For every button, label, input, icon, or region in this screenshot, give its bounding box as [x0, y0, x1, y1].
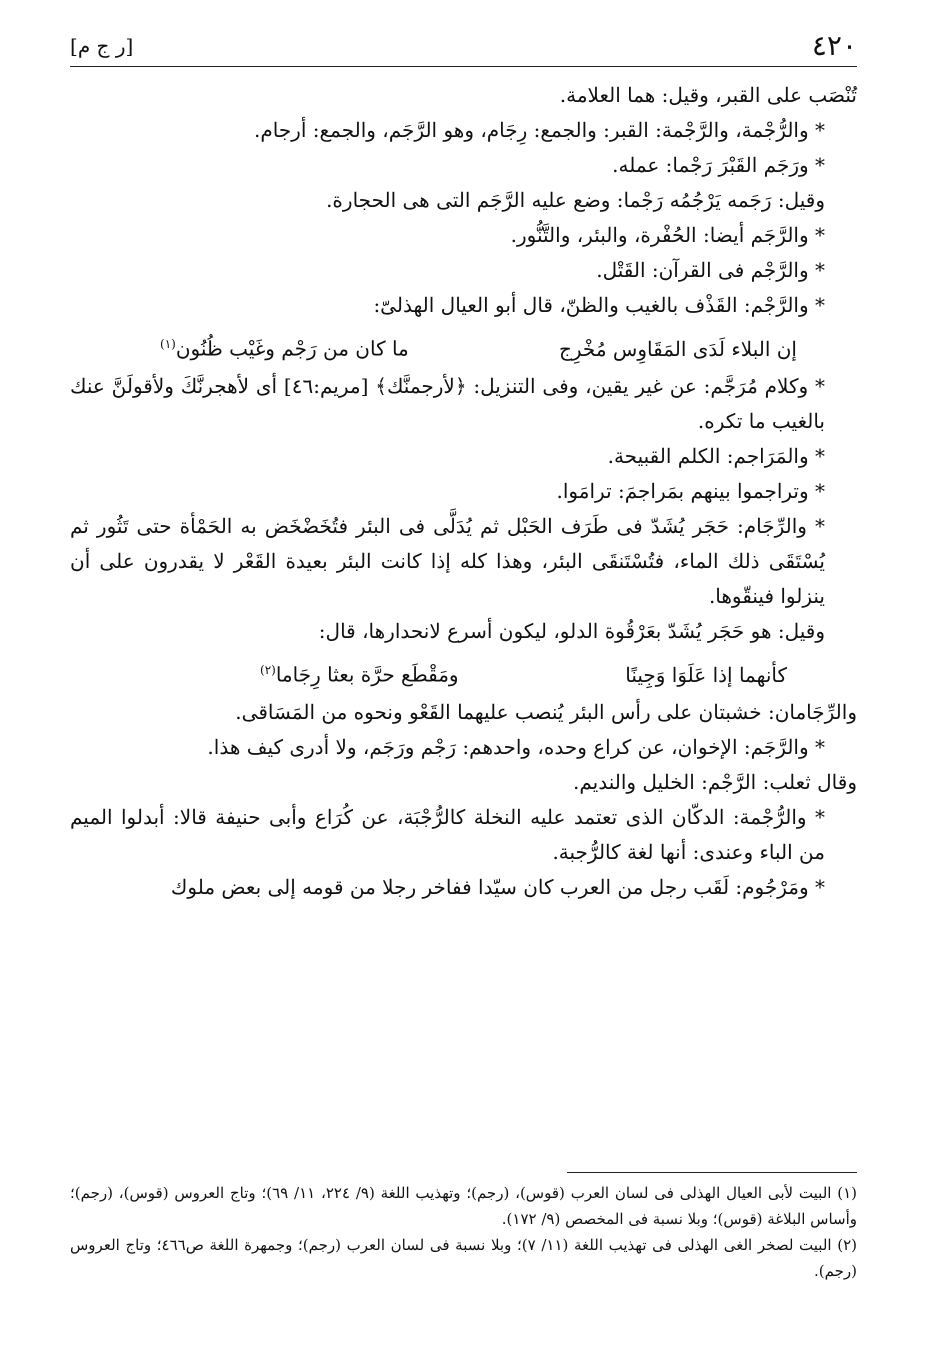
- verse-second-hemistich-text: ومَقْطَع حرَّة بعثا رِجَاما: [275, 662, 459, 687]
- paragraph: والرِّجَامان: خشبتان على رأس البئر يُنصب عليهما القَعْو ونحوه من المَسَاقى.: [235, 700, 857, 724]
- paragraph: وقال ثعلب: الرَّجْم: الخليل والنديم.: [572, 770, 857, 794]
- footnote-divider: [567, 1172, 857, 1173]
- paragraph: * والرُّجْمة، والرَّجْمة: القبر: والجمع: رِجَام، وهو الرَّجَم، والجمع: أرجام.: [253, 118, 825, 142]
- verse-first-hemistich: إن البلاء لَدَى المَقَاوِس مُخْرِج: [558, 336, 797, 361]
- footnote: (٢) البيت لصخر الغى الهذلى فى تهذيب اللغة (١١/ ٧)؛ وبلا نسبة فى لسان العرب (رجم)؛ وجمهرة اللغة ص٤٦٦؛ وتاج العروس (رجم).: [70, 1236, 858, 1280]
- paragraph: وقيل: رَجَمه يَرْجُمُه رَجْما: وضع عليه الرَّجَم التى هى الحجارة.: [326, 188, 825, 212]
- paragraph: * والرَّجَم: الإخوان، عن كراع وحده، واحدهم: رَجْم ورَجَم، ولا أدرى كيف هذا.: [207, 735, 825, 759]
- verse-second-hemistich: [160, 327, 485, 367]
- paragraph: * ومَرْجُوم: لَقَب رجل من العرب كان سيّدا ففاخر رجلا من قومه إلى بعض ملوك: [170, 875, 825, 899]
- paragraph: * والمَرَاجم: الكلم القبيحة.: [607, 444, 825, 468]
- verse-second-hemistich: [260, 653, 513, 693]
- body-text: [70, 78, 857, 905]
- footnotes: [70, 1180, 857, 1284]
- paragraph: * وتراجموا بينهم بمَراجمَ: ترامَوا.: [556, 479, 825, 503]
- footnote-ref: (٢): [260, 663, 276, 677]
- paragraph: وقيل: هو حَجَر يُشَدّ بعَرْقُوة الدلو، ليكون أسرع لانحدارها، قال:: [318, 619, 825, 643]
- verse: [70, 327, 857, 363]
- running-head: [ر ج م]: [70, 34, 134, 58]
- paragraph: * ورَجَم القَبْرَ رَجْما: عمله.: [612, 153, 825, 177]
- footnote: (١) البيت لأبى العيال الهذلى فى لسان العرب (قوس)، (رجم)؛ وتهذيب اللغة (٩/ ٢٢٤، ١١/ ٦٩)؛ وتاج العروس (قوس)، (رجم)؛ وأساس البلاغة (قوس)؛ وبلا نسبة فى المخصص (٩/ ١٧٢).: [70, 1184, 858, 1228]
- paragraph: تُنْصَب على القبر، وقيل: هما العلامة.: [559, 83, 857, 107]
- paragraph: * والرُّجْمة: الدكّان الذى تعتمد عليه النخلة كالرُّجْبَة، عن كُرَاع وأبى حنيفة قالا: أبدلوا الميم من الباء وعندى: أنها لغة كالرُّجبة.: [70, 805, 825, 864]
- paragraph: * والرِّجَام: حَجَر يُشَدّ فى طَرَف الحَبْل ثم يُدَلَّى فى البئر فتُخَضْخَض به الحَمْأة حتى تَثُور ثم يُسْتَقَى ذلك الماء، فتُسْتَنقَى البئر، وهذا كله إذا كانت البئر بعيدة القَعْر لا يقدرون على أن ينزلوا فينقّوها.: [70, 514, 825, 608]
- verse: [70, 653, 857, 689]
- page-number: ٤٢٠: [811, 29, 857, 62]
- page-header: [70, 26, 857, 67]
- verse-first-hemistich: كأنهما إذا عَلَوَا وَجِينًا: [625, 662, 787, 687]
- paragraph: * والرَّجْم: القَذْف بالغيب والظنّ، قال أبو العيال الهذلىّ:: [373, 293, 825, 317]
- footnote-ref: (١): [160, 337, 176, 351]
- verse-second-hemistich-text: ما كان من رَجْم وغَيْب ظُنُون: [175, 336, 409, 361]
- paragraph: * وكلام مُرَجَّم: عن غير يقين، وفى التنزيل: ﴿لأرجمنَّك﴾ [مريم:٤٦] أى لأهجرنَّكَ ولأقولَنَّ عنك بالغيب ما تكره.: [70, 374, 825, 433]
- paragraph: * والرَّجْم فى القرآن: القَتْل.: [596, 258, 825, 282]
- paragraph: * والرَّجَم أيضا: الحُفْرة، والبئر، والتَّنُّور.: [510, 223, 825, 247]
